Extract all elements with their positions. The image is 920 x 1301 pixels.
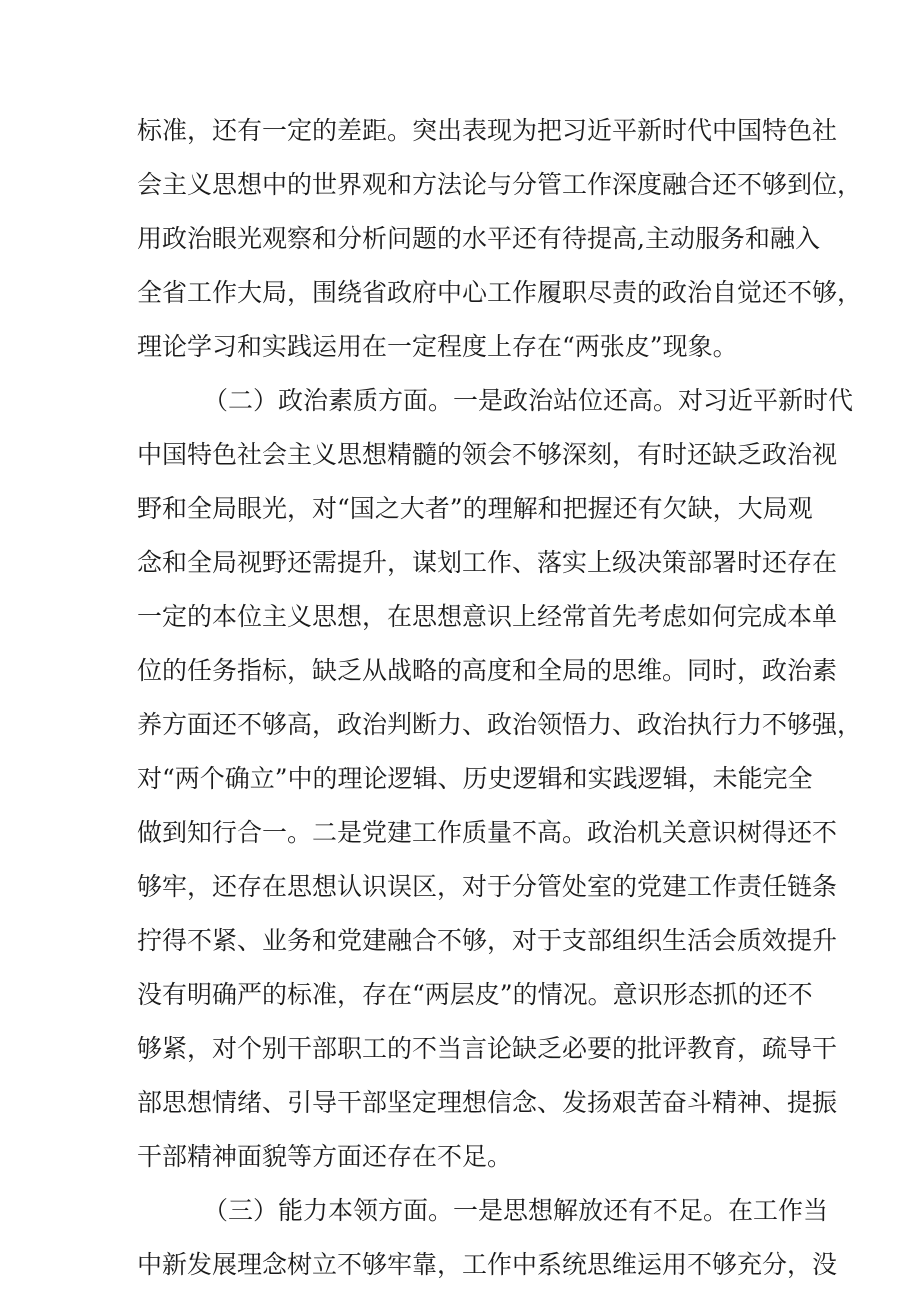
text-line-19: 部思想情绪、引导干部坚定理想信念、发扬艰苦奋斗精神、提振 [137, 1088, 838, 1117]
text-line-15: 够牢，还存在思想认识误区，对于分管处室的党建工作责任链条 [137, 872, 838, 901]
text-line-8: 野和全局眼光，对“国之大者”的理解和把握还有欠缺，大局观 [137, 494, 813, 523]
text-line-11: 位的任务指标，缺乏从战略的高度和全局的思维。同时，政治素 [137, 656, 838, 685]
text-line-4: 全省工作大局，围绕省政府中心工作履职尽责的政治自觉还不够， [137, 278, 863, 307]
text-line-3: 用政治眼光观察和分析问题的水平还有待提高,主动服务和融入 [137, 224, 820, 253]
text-line-18: 够紧，对个别干部职工的不当言论缺乏必要的批评教育，疏导干 [137, 1034, 838, 1063]
text-line-10: 一定的本位主义思想，在思想意识上经常首先考虑如何完成本单 [137, 602, 838, 631]
text-line-20: 干部精神面貌等方面还存在不足。 [137, 1142, 513, 1171]
text-line-7: 中国特色社会主义思想精髓的领会不够深刻，有时还缺乏政治视 [137, 440, 838, 469]
text-line-9: 念和全局视野还需提升，谋划工作、落实上级决策部署时还存在 [137, 548, 838, 577]
text-line-14: 做到知行合一。二是党建工作质量不高。政治机关意识树得还不 [137, 818, 838, 847]
text-line-22: 中新发展理念树立不够牢靠，工作中系统思维运用不够充分，没 [137, 1250, 838, 1279]
text-line-12: 养方面还不够高，政治判断力、政治领悟力、政治执行力不够强， [137, 710, 863, 739]
text-line-16: 拧得不紧、业务和党建融合不够，对于支部组织生活会质效提升 [137, 926, 838, 955]
text-line-13: 对“两个确立”中的理论逻辑、历史逻辑和实践逻辑，未能完全 [137, 764, 813, 793]
body-text [137, 104, 863, 1292]
section-heading-2: （二）政治素质方面。一是政治站位还高。对习近平新时代 [203, 386, 854, 415]
text-line-5: 理论学习和实践运用在一定程度上存在“两张皮”现象。 [137, 332, 738, 361]
text-line-17: 没有明确严的标准，存在“两层皮”的情况。意识形态抓的还不 [137, 980, 813, 1009]
text-line-1: 标准，还有一定的差距。突出表现为把习近平新时代中国特色社 [137, 116, 838, 145]
section-heading-3: （三）能力本领方面。一是思想解放还有不足。在工作当 [203, 1196, 829, 1225]
text-line-2: 会主义思想中的世界观和方法论与分管工作深度融合还不够到位， [137, 170, 863, 199]
